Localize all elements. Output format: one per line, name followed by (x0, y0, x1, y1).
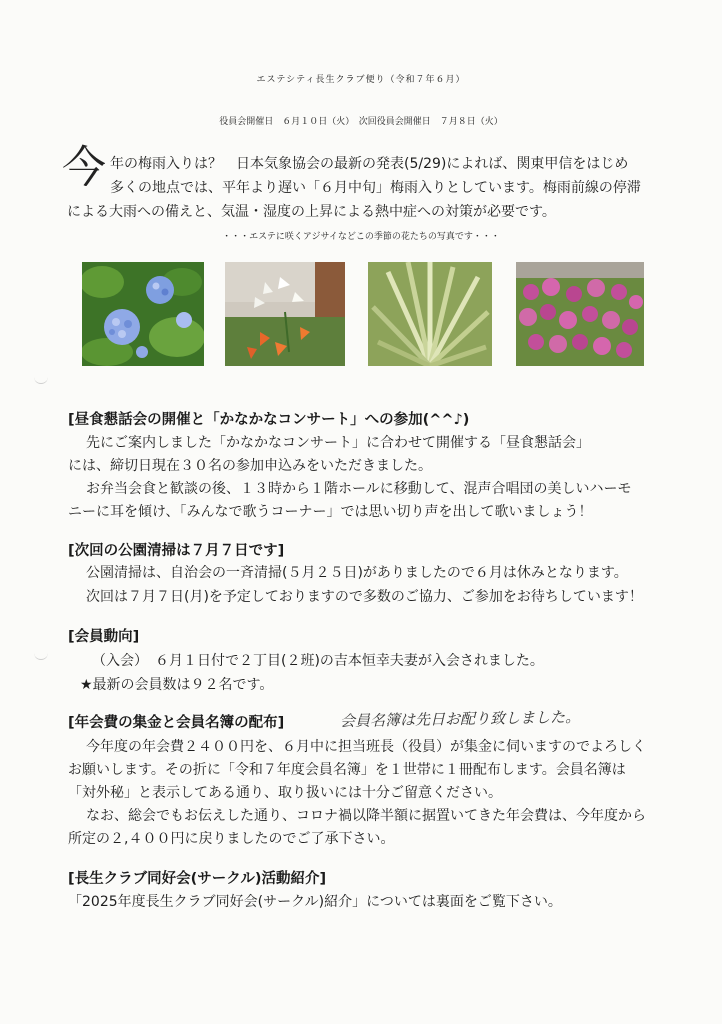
members-line: （入会） ６月１日付で２丁目(２班)の吉本恒幸夫妻が入会されました。 (92, 653, 544, 669)
lunch-line: には、締切日現在３０名の参加申込みをいただきました。 (68, 458, 432, 474)
intro-line-2: 多くの地点では、平年より遅い「６月中旬」梅雨入りとしています。梅雨前線の停滞 (110, 180, 641, 196)
intro-dropcap: 今 (62, 142, 106, 193)
lunch-heading: [昼食懇話会の開催と「かなかなコンサート」への参加(^^♪) (68, 412, 470, 428)
lunch-line: お弁当会食と歓談の後、１３時から１階ホールに移動して、混声合唱団の美しいハーモ (86, 481, 632, 497)
meeting-dates: 役員会開催日 ６月１０日（火） 次回役員会開催日 ７月８日（火） (219, 117, 503, 127)
circle-heading: [長生クラブ同好会(サークル)活動紹介] (68, 871, 327, 887)
handwritten-note: 会員名簿は先日お配り致しました。 (339, 707, 581, 731)
members-heading: [会員動向] (68, 629, 140, 645)
fees-heading: [年会費の集金と会員名簿の配布] (68, 715, 285, 731)
agave-photo (368, 262, 492, 366)
fees-line: お願いします。その折に「令和７年度会員名簿」を１世帯に１冊配布します。会員名簿は (68, 762, 626, 778)
park-line: 公園清掃は、自治会の一斉清掃(５月２５日)がありましたので６月は休みとなります。 (86, 565, 628, 581)
fees-line: なお、総会でもお伝えした通り、コロナ禍以降半額に据置いてきた年会費は、今年度から (86, 808, 646, 824)
punch-hole-mark (34, 375, 48, 384)
pink-flowers-photo (516, 262, 644, 366)
fees-line: 今年度の年会費２４００円を、６月中に担当班長（役員）が集金に伺いますのでよろしく (86, 739, 646, 755)
fees-line: 「対外秘」と表示してある通り、取り扱いには十分ご留意ください。 (68, 785, 502, 801)
intro-line-3: による大雨への備えと、気温・湿度の上昇による熱中症への対策が必要です。 (67, 204, 556, 220)
lunch-line: ニーに耳を傾け、「みんなで歌うコーナー」では思い切り声を出して歌いましょう！ (68, 504, 593, 520)
newsletter-title: エステシティ長生クラブ便り（令和７年６月） (256, 75, 466, 85)
park-heading: [次回の公園清掃は７月７日です] (68, 543, 285, 559)
lunch-line: 先にご案内しました「かなかなコンサート」に合わせて開催する「昼食懇話会」 (86, 435, 590, 451)
intro-line-1: 年の梅雨入りは？ 日本気象協会の最新の発表(5/29)によれば、関東甲信をはじめ (110, 156, 629, 172)
photo-caption: ・・・エステに咲くアジサイなどこの季節の花たちの写真です・・・ (222, 232, 500, 242)
punch-hole-mark (34, 651, 48, 660)
fees-line: 所定の２,４００円に戻りましたのでご了承下さい。 (68, 831, 395, 847)
lily-photo (225, 262, 345, 366)
park-line: 次回は７月７日(月)を予定しておりますので多数のご協力、ご参加をお待ちしています！ (86, 589, 643, 605)
hydrangea-photo (82, 262, 204, 366)
circle-line: 「2025年度長生クラブ同好会(サークル)紹介」については裏面をご覧下さい。 (68, 894, 562, 910)
members-line: ★最新の会員数は９２名です。 (80, 677, 274, 693)
